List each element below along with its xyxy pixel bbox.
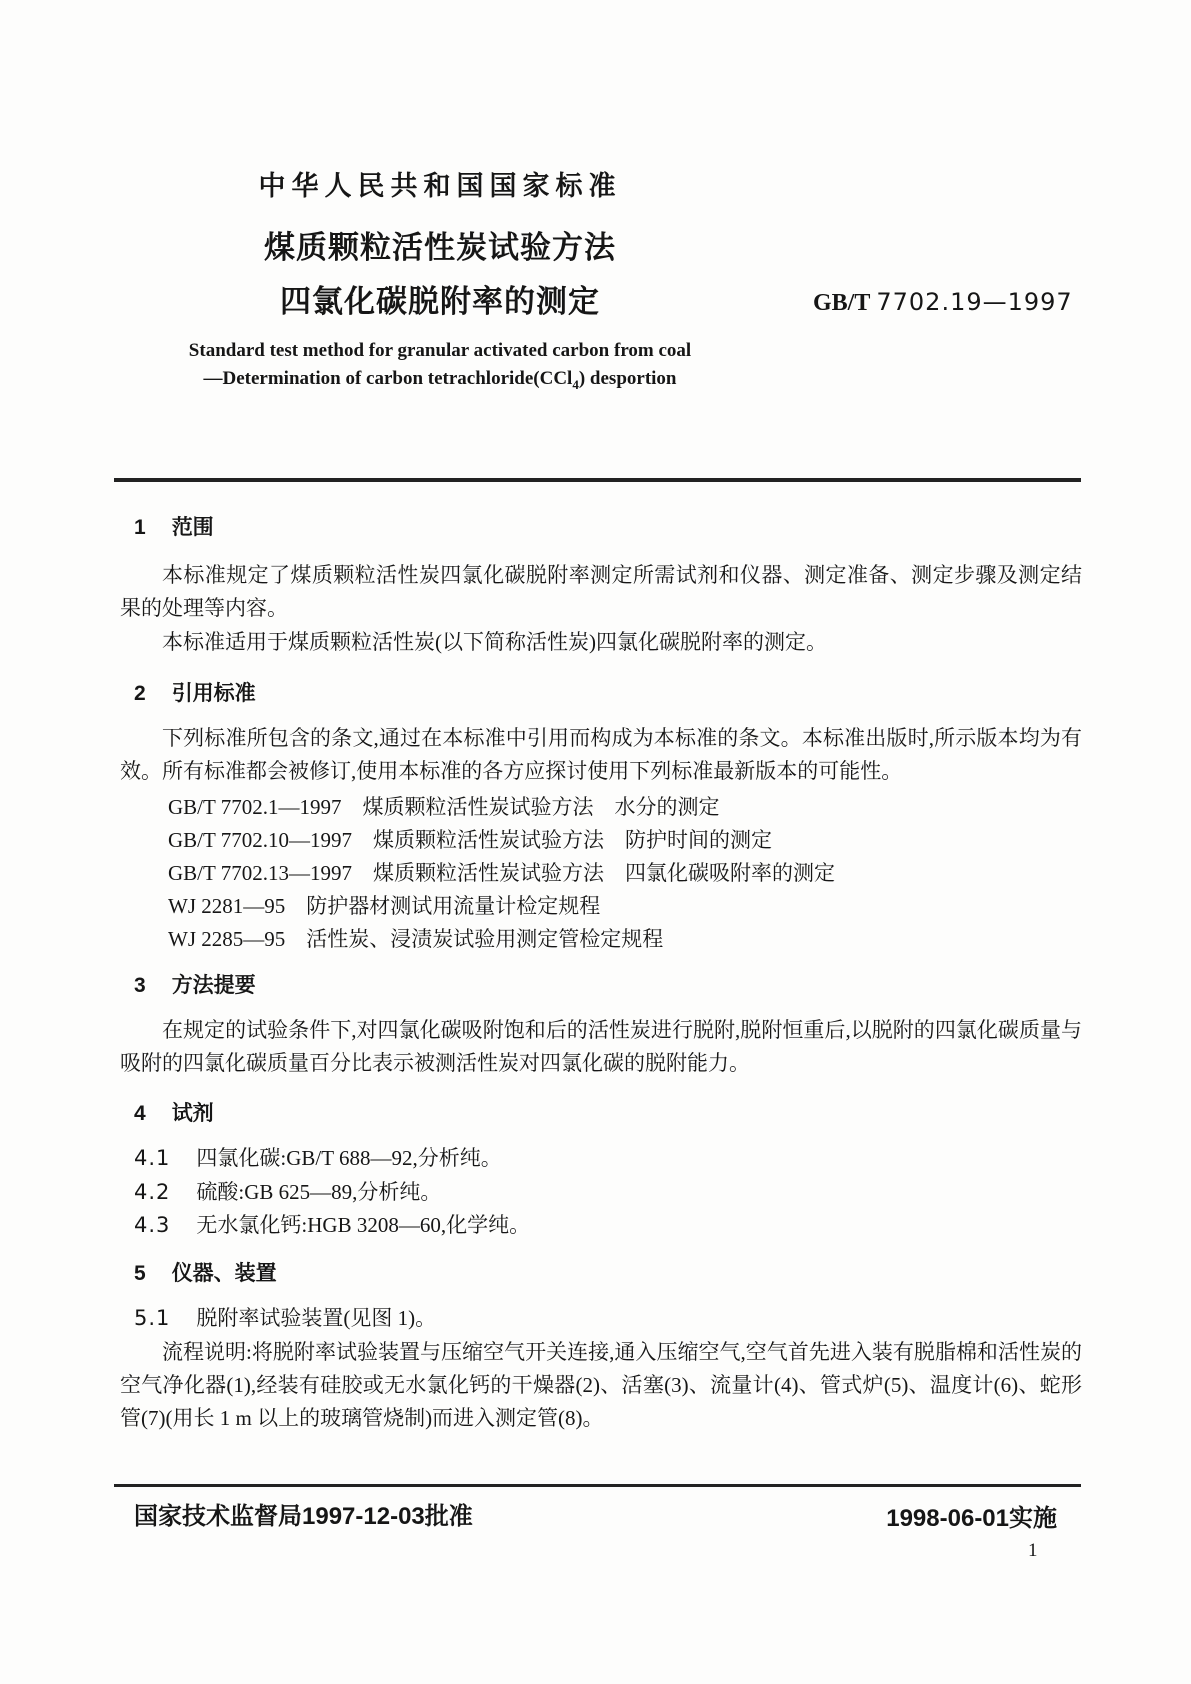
section-1-heading (120, 516, 1082, 540)
page-number: 1 (1028, 1540, 1038, 1561)
section-1-number: 1 (134, 516, 146, 539)
section-1-paragraph-2: 本标准适用于煤质颗粒活性炭(以下简称活性炭)四氯化碳脱附率的测定。 (162, 630, 827, 654)
section-5-title: 仪器、装置 (171, 1262, 277, 1285)
section-2-number: 2 (134, 682, 146, 705)
clause-4-3 (120, 1209, 1082, 1242)
section-2-title: 引用标准 (171, 682, 256, 705)
national-standard-label: 中华人民共和国国家标准 (258, 171, 622, 201)
clause-5-1 (120, 1302, 1082, 1335)
english-title-subscript: 4 (572, 376, 579, 392)
standard-code (813, 288, 1073, 317)
section-3-number: 3 (134, 974, 146, 997)
reference-item: WJ 2285—95 活性炭、浸渍炭试验用测定管检定规程 (168, 927, 664, 951)
standard-code-number: 7702.19—1997 (876, 288, 1073, 316)
clause-4-3-number: 4.3 (134, 1213, 171, 1237)
clause-5-1-text: 脱附率试验装置(见图 1)。 (196, 1306, 437, 1330)
approval-notice: 国家技术监督局1997-12-03批准 (134, 1503, 473, 1530)
english-title-line2-pre: —Determination of carbon tetrachloride(CCl (203, 368, 573, 389)
section-3-paragraph-1: 在规定的试验条件下,对四氯化碳吸附饱和后的活性炭进行脱附,脱附恒重后,以脱附的四氯化碳质量与吸附的四氯化碳质量百分比表示被测活性炭对四氯化碳的脱附能力。 (120, 1018, 1082, 1075)
clause-4-1-number: 4.1 (134, 1146, 171, 1170)
clause-4-2-text: 硫酸:GB 625—89,分析纯。 (196, 1180, 442, 1204)
section-5-number: 5 (134, 1262, 146, 1285)
document-body (120, 505, 1082, 1435)
document-title-line1: 煤质颗粒活性炭试验方法 (264, 230, 616, 265)
reference-item: GB/T 7702.1—1997 煤质颗粒活性炭试验方法 水分的测定 (168, 795, 720, 819)
reference-item: WJ 2281—95 防护器材测试用流量计检定规程 (168, 894, 601, 918)
clause-4-2-number: 4.2 (134, 1180, 171, 1204)
clause-4-1-text: 四氯化碳:GB/T 688—92,分析纯。 (196, 1146, 502, 1170)
section-4-title: 试剂 (171, 1102, 214, 1125)
clause-4-1 (120, 1142, 1082, 1175)
section-1-title: 范围 (171, 516, 214, 539)
section-1-paragraph-1: 本标准规定了煤质颗粒活性炭四氯化碳脱附率测定所需试剂和仪器、测定准备、测定步骤及测定结果的处理等内容。 (120, 563, 1082, 620)
section-5-heading (120, 1262, 1082, 1286)
section-4-number: 4 (134, 1102, 146, 1125)
footer-divider-rule (114, 1484, 1081, 1487)
standard-code-prefix: GB/T (813, 290, 871, 316)
implementation-notice: 1998-06-01实施 (886, 1505, 1057, 1532)
reference-item: GB/T 7702.10—1997 煤质颗粒活性炭试验方法 防护时间的测定 (168, 828, 772, 852)
section-3-heading (120, 974, 1082, 998)
reference-item: GB/T 7702.13—1997 煤质颗粒活性炭试验方法 四氯化碳吸附率的测定 (168, 861, 835, 885)
header-divider-rule (114, 478, 1081, 482)
section-5-paragraph-1: 流程说明:将脱附率试验装置与压缩空气开关连接,通入压缩空气,空气首先进入装有脱脂棉和活性炭的空气净化器(1),经装有硅胶或无水氯化钙的干燥器(2)、活塞(3)、流量计(4)、管式炉(5)、温度计(6)、蛇形管(7)(用长 1 m 以上的玻璃管烧制)而进入测定管(8)。 (120, 1340, 1082, 1430)
clause-4-3-text: 无水氯化钙:HGB 3208—60,化学纯。 (196, 1213, 531, 1237)
english-title-line2-post: ) desportion (578, 368, 677, 389)
document-title-line2: 四氯化碳脱附率的测定 (280, 284, 600, 319)
section-4-heading (120, 1102, 1082, 1126)
clause-4-2 (120, 1176, 1082, 1209)
section-2-heading (120, 682, 1082, 706)
clause-5-1-number: 5.1 (134, 1306, 171, 1330)
english-title-line2 (100, 368, 780, 393)
english-title-line1: Standard test method for granular activated carbon from coal (188, 340, 692, 361)
section-3-title: 方法提要 (171, 974, 256, 997)
section-2-paragraph-1: 下列标准所包含的条文,通过在本标准中引用而构成为本标准的条文。本标准出版时,所示版本均为有效。所有标准都会被修订,使用本标准的各方应探讨使用下列标准最新版本的可能性。 (120, 726, 1082, 783)
